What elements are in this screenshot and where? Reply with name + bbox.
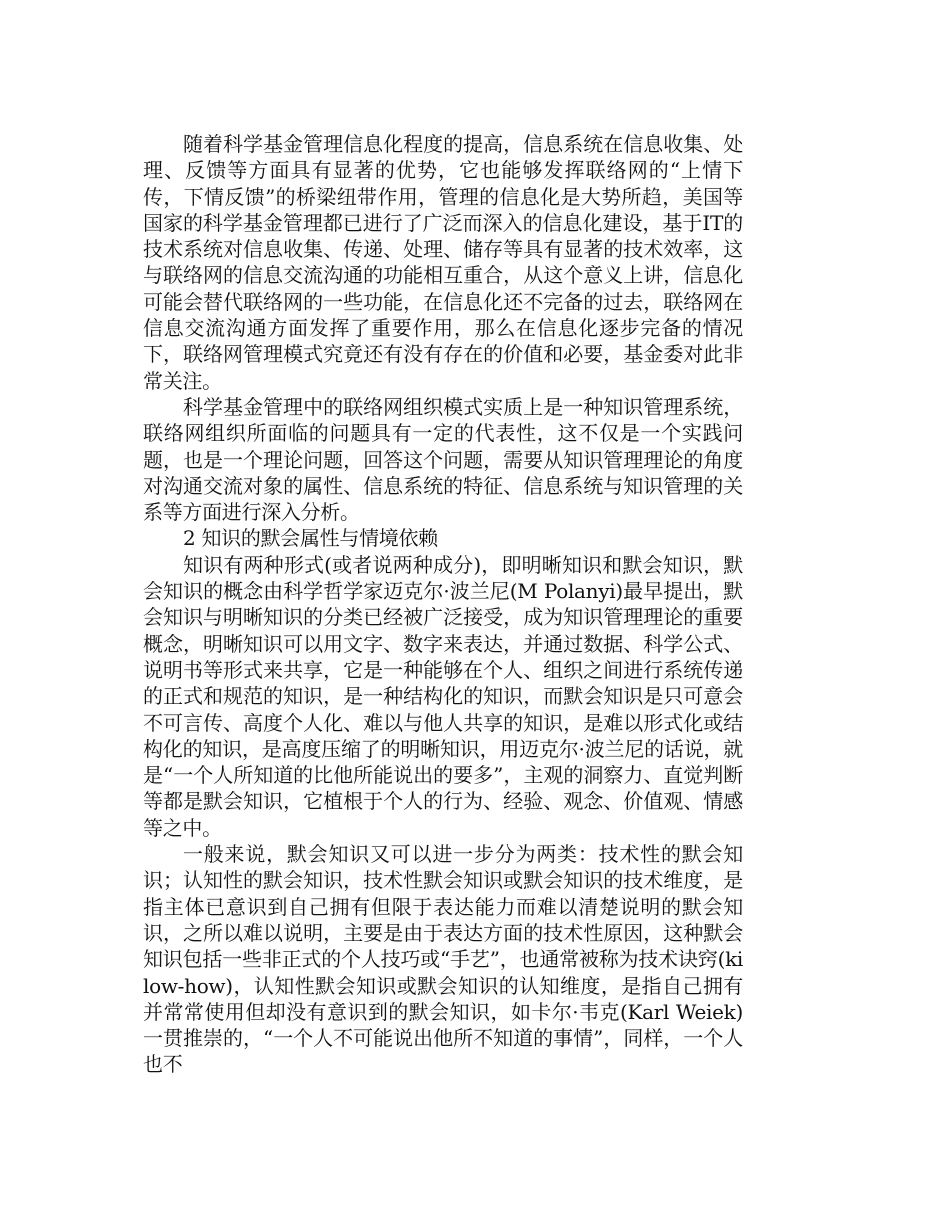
document-page — [143, 131, 743, 1078]
paragraph: 知识有两种形式(或者说两种成分)，即明晰知识和默会知识，默会知识的概念由科学哲学家迈克尔·波兰尼(M Polanyi)最早提出，默会知识与明晰知识的分类已经被广泛接受，成为知识管理理论的重要概念，明晰知识可以用文字、数字来表达，并通过数据、科学公式、说明书等形式来共享，它是一种能够在个人、组织之间进行系统传递的正式和规范的知识，是一种结构化的知识，而默会知识是只可意会不可言传、高度个人化、难以与他人共享的知识，是难以形式化或结构化的知识，是高度压缩了的明晰知识，用迈克尔·波兰尼的话说，就是“一个人所知道的比他所能说出的要多”，主观的洞察力、直觉判断等都是默会知识，它植根于个人的行为、经验、观念、价值观、情感等之中。 — [143, 552, 743, 840]
paragraph: 随着科学基金管理信息化程度的提高，信息系统在信息收集、处理、反馈等方面具有显著的优势，它也能够发挥联络网的“上情下传，下情反馈”的桥梁纽带作用，管理的信息化是大势所趋，美国等国家的科学基金管理都已进行了广泛而深入的信息化建设，基于IT的技术系统对信息收集、传递、处理、储存等具有显著的技术效率，这与联络网的信息交流沟通的功能相互重合，从这个意义上讲，信息化可能会替代联络网的一些功能，在信息化还不完备的过去，联络网在信息交流沟通方面发挥了重要作用，那么在信息化逐步完备的情况下，联络网管理模式究竟还有没有存在的价值和必要，基金委对此非常关注。 — [143, 132, 743, 393]
paragraph: 一般来说，默会知识又可以进一步分为两类：技术性的默会知识；认知性的默会知识，技术性默会知识或默会知识的技术维度，是指主体已意识到自己拥有但限于表达能力而难以清楚说明的默会知识，之所以难以说明，主要是由于表达方面的技术性原因，这种默会知识包括一些非正式的个人技巧或“手艺”，也通常被称为技术诀窍(kilow-how)，认知性默会知识或默会知识的认知维度，是指自己拥有并常常使用但却没有意识到的默会知识，如卡尔·韦克(Karl Weiek)一贯推崇的，“一个人不可能说出他所不知道的事情”，同样，一个人也不 — [143, 842, 743, 1077]
paragraph: 科学基金管理中的联络网组织模式实质上是一种知识管理系统，联络网组织所面临的问题具有一定的代表性，这不仅是一个实践问题，也是一个理论问题，回答这个问题，需要从知识管理理论的角度对沟通交流对象的属性、信息系统的特征、信息系统与知识管理的关系等方面进行深入分析。 — [143, 394, 743, 525]
section-heading: 2 知识的默会属性与情境依赖 — [183, 526, 438, 551]
